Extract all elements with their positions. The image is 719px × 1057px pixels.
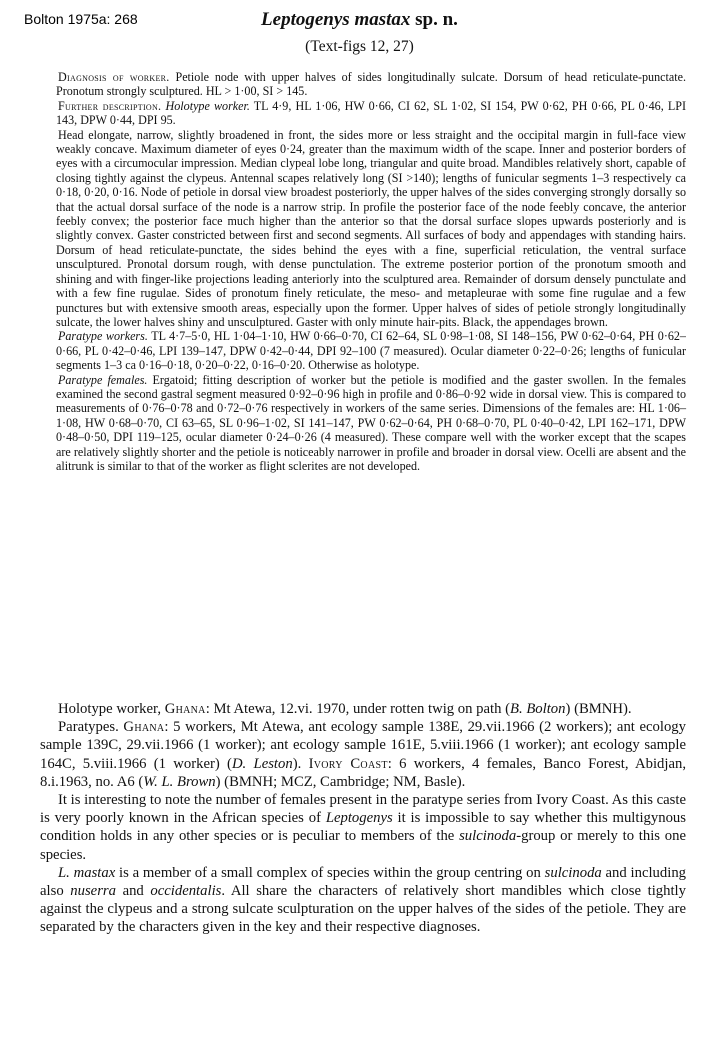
remark-complex-text-1: is a member of a small complex of species within the group centring on [115,864,545,881]
holotype-country: Ghana [164,701,206,717]
diagnosis-text: Petiole node with upper halves of sides longitudinally sulcate. Dorsum of head reticulate-punctate. Pronotum strongly sculptured. HL > 1·00, SI > 145. [56,70,686,99]
paratypes-depositories: ) (BMNH; MCZ, Cambridge; NM, Basle). [215,773,466,790]
holotype-depository: ) (BMNH). [565,701,632,717]
remark-females-text-2: it is impossible to say whether this multigynous condition holds in any other species or is peculiar to members of the [40,810,686,845]
holotype-collector: B. Bolton [510,701,566,717]
remark-females-text-3: -group or merely to this one species. [40,828,686,863]
paratypes-ghana-text: : 5 workers, Mt Atewa, ant ecology sample 138E, 29.vii.1966 (2 workers); ant ecology sample 139C, 29.vii.1966 (1 worker); ant ecology sample 161E, 5.viii.1966 (1 worker); ant ecology sample 164C, 5.viii.1966 (1 worker) ( [40,719,686,772]
holotype-worker-label: Holotype worker. [165,98,250,113]
paratypes-label: Paratypes. [58,719,119,736]
remark-complex-text-3: and [115,883,151,900]
holotype-paragraph [40,700,686,718]
species-nuserra: nuserra [70,883,116,900]
paratypes-country-ivory-coast: Ivory Coast [308,755,388,772]
species-title [0,9,719,31]
paratypes-collector-brown: W. L. Brown [143,773,216,790]
species-name: Leptogenys mastax [261,9,411,30]
further-description-label: Further description. [58,98,162,113]
species-sulcinoda: sulcinoda [544,864,602,881]
remark-species-name: L. mastax [58,864,116,881]
paratypes-country-ghana: Ghana [123,719,165,736]
genus-name: Leptogenys [325,810,393,827]
holotype-locality: : Mt Atewa, 12.vi. 1970, under rotten twig on path ( [205,701,511,717]
species-group-name: sulcinoda [459,828,517,845]
holotype-measurements-paragraph [56,99,686,128]
paratypes-separator: ). [292,755,309,772]
diagnosis-paragraph [56,70,686,99]
paratype-females-text: Ergatoid; fitting description of worker but the petiole is modified and the gaster swollen. In the females examined the second gastral segment measured 0·92–0·96 high in profile and 0·86–0·92 wide in dorsal view. This is compared to measurements of 0·76–0·78 and 0·72–0·76 respectively in workers of the same series. Dimensions of the females are: HL 1·06–1·08, HW 0·68–0·70, CI 63–65, SL 0·96–1·02, SI 141–147, PW 0·62–0·64, PH 0·68–0·70, PL 0·40–0·42, LPI 162–171, DPW 0·48–0·50, DPI 119–125, ocular diameter 0·24–0·26 (4 measured). These compare well with the worker except that the scapes are relatively slightly shorter and the petiole is noticeably narrower in profile and broader in dorsal view. Ocelli are absent and the alitrunk is similar to that of the worker as flight sclerites are not developed. [56,372,686,473]
paratypes-paragraph [40,718,686,791]
remark-complex-text-4: . All share the characters of relatively short mandibles which close tightly against the clypeus and a strong sulcate sculpturation on the upper halves of the sides of the petiole. They are separated by the characters given in the key and their respective diagnoses. [40,883,686,936]
material-block [40,700,686,937]
citation-reference: Bolton 1975a: 268 [24,11,138,27]
paratype-workers-text: TL 4·7–5·0, HL 1·04–1·10, HW 0·66–0·70, CI 62–64, SL 0·98–1·08, SI 148–156, PW 0·62–0·64, PH 0·62–0·66, PL 0·42–0·46, LPI 139–147, DPW 0·42–0·44, DPI 92–100 (7 measured). Ocular diameter 0·22–0·26; lengths of funicular segments 1–3 ca 0·16–0·18, 0·20–0·22, 0·16–0·20. Otherwise as holotype. [56,329,686,373]
remark-females-paragraph [40,791,686,864]
figure-reference: (Text-figs 12, 27) [305,38,414,55]
holotype-text: Holotype worker, [58,701,165,717]
species-status: sp. n. [410,9,458,30]
paratype-females-paragraph [56,373,686,474]
holotype-measurements: TL 4·9, HL 1·06, HW 0·66, CI 62, SL 1·02, SI 154, PW 0·62, PH 0·66, PL 0·46, LPI 143, DPW 0·44, DPI 95. [56,98,686,128]
description-body: Head elongate, narrow, slightly broadened in front, the sides more or less straight and the occipital margin in full-face view weakly concave. Maximum diameter of eyes 0·24, greater than the maximum width of the scape. Inner and posterior borders of eyes with a circumocular impression. Median clypeal lobe long, triangular and quite broad. Mandibles relatively short, capable of closing tightly against the clypeus. Antennal scapes relatively long (SI >140); lengths of funicular segments 1–3 respectively ca 0·18, 0·20, 0·16. Node of petiole in dorsal view broadest posteriorly, the upper halves of the sides converging strongly dorsally so that the actual dorsal surface of the node is a narrow strip. In profile the posterior face of the node feebly concave, the anterior feebly convex; the posterior face much higher than the anterior so that the dorsal surface slopes upwards posteriorly and is slightly convex. Gaster constricted between first and second segments. All surfaces of body and appendages with standing hairs. Dorsum of head reticulate-punctate, the sides behind the eyes with a fine, superficial reticulation, the ventral surface unsculptured. Pronotal dorsum rough, with dense punctulation. The extreme posterior portion of the pronotum smooth and shining and with finger-like projections leading anteriorly into the sculptured area. Remainder of dorsum densely punctulate and with a few fine rugulae. Sides of pronotum finely reticulate, the meso- and metapleurae with some fine rugulae and a few punctures but with extensive smooth areas, especially upon the former. Upper halves of sides of petiole strongly longitudinally sulcate, the lower halves shiny and unsculptured. Gaster with only minute hair-pits. Black, the appendages brown. [56,127,686,329]
paratype-workers-paragraph [56,329,686,372]
paratype-females-label: Paratype females. [58,372,148,387]
paratype-workers-label: Paratype workers. [58,329,148,344]
paratypes-collector-leston: D. Leston [231,755,293,772]
remark-complex-paragraph [40,864,686,937]
species-occidentalis: occidentalis [150,883,222,900]
diagnosis-label: Diagnosis of worker. [58,70,170,84]
paratypes-ivory-coast-text: : 6 workers, 4 females, Banco Forest, Abidjan, 8.i.1963, no. A6 ( [40,755,686,790]
remark-females-text-1: It is interesting to note the number of females present in the paratype series from Ivory Coast. As this caste is very poorly known in the African species of [40,792,686,827]
description-block [56,70,686,473]
remark-complex-text-2: and including also [40,864,687,900]
